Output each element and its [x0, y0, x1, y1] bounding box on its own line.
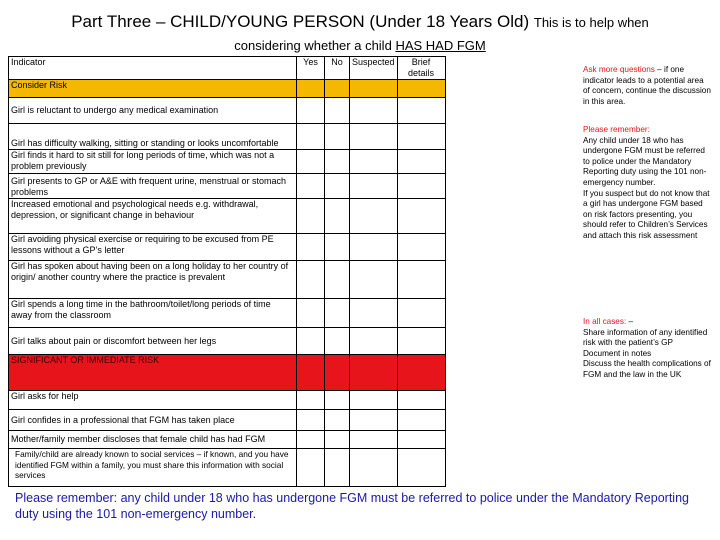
details-cell[interactable]	[397, 174, 445, 199]
details-cell[interactable]	[397, 431, 445, 449]
page-title-main: Part Three – CHILD/YOUNG PERSON (Under 18 Years Old)	[71, 12, 530, 31]
suspected-cell[interactable]	[350, 124, 398, 150]
table-row	[9, 98, 446, 124]
no-cell[interactable]	[325, 98, 350, 124]
indicator-cell: Girl has spoken about having been on a long holiday to her country of origin/ another country where the practice is prevalent	[9, 261, 297, 299]
no-cell[interactable]	[325, 410, 350, 431]
details-cell[interactable]	[397, 98, 445, 124]
suspected-cell[interactable]	[350, 174, 398, 199]
yes-cell[interactable]	[297, 234, 325, 261]
significant-risk-label: SIGNIFICANT OR IMMEDIATE RISK	[9, 355, 297, 391]
table-row	[9, 199, 446, 234]
in-all-cases-line: Document in notes	[583, 348, 652, 358]
indicator-header: Indicator	[9, 57, 297, 80]
details-cell[interactable]	[397, 150, 445, 174]
suspected-cell[interactable]	[350, 234, 398, 261]
page-subtitle	[0, 38, 720, 53]
in-all-cases-line: Discuss the health complications of FGM and the law in the UK	[583, 359, 711, 379]
ask-more-questions-heading: Ask more questions	[583, 65, 655, 74]
indicator-cell: Girl is reluctant to undergo any medical examination	[9, 98, 297, 124]
suspected-header: Suspected	[350, 57, 398, 80]
please-remember-heading: Please remember:	[583, 125, 650, 134]
no-cell[interactable]	[325, 261, 350, 299]
in-all-cases-heading: In all cases:	[583, 317, 627, 326]
yes-cell[interactable]	[297, 150, 325, 174]
suspected-cell[interactable]	[350, 261, 398, 299]
yes-cell[interactable]	[297, 124, 325, 150]
no-cell[interactable]	[325, 391, 350, 410]
bottom-reminder: Please remember: any child under 18 who has undergone FGM must be referred to police under the Mandatory Reporting duty using the 101 non-emergency number.	[15, 491, 689, 521]
details-cell[interactable]	[397, 124, 445, 150]
no-cell[interactable]	[325, 234, 350, 261]
please-remember-line: If you suspect but do not know that a girl has undergone FGM based on risk factors presenting, you should refer to Children’s Services and attach this risk assessment	[583, 188, 710, 240]
no-cell[interactable]	[325, 299, 350, 328]
consider-risk-band	[9, 80, 446, 98]
indicator-cell: Increased emotional and psychological needs e.g. withdrawal, depression, or significant change in behaviour	[9, 199, 297, 234]
indicator-cell: Girl avoiding physical exercise or requiring to be excused from PE lessons without a GP’s letter	[9, 234, 297, 261]
suspected-cell[interactable]	[350, 328, 398, 355]
indicator-cell: Girl has difficulty walking, sitting or standing or looks uncomfortable	[9, 124, 297, 150]
indicator-cell: Girl presents to GP or A&E with frequent urine, menstrual or stomach problems	[9, 174, 297, 199]
suspected-cell[interactable]	[350, 410, 398, 431]
no-header: No	[325, 57, 350, 80]
no-cell[interactable]	[325, 431, 350, 449]
yes-cell[interactable]	[297, 328, 325, 355]
significant-risk-band	[9, 355, 446, 391]
suspected-cell[interactable]	[350, 98, 398, 124]
no-cell[interactable]	[325, 328, 350, 355]
details-cell[interactable]	[397, 410, 445, 431]
consider-risk-label: Consider Risk	[9, 80, 297, 98]
suspected-cell[interactable]	[350, 199, 398, 234]
please-remember-line: Any child under 18 who has undergone FGM must be referred to police under the Mandatory Reporting duty using the 101 non-emergency number.	[583, 135, 707, 187]
no-cell[interactable]	[325, 449, 350, 487]
indicator-cell: Family/child are already known to social services – if known, and you have identified FGM within a family, you must share this information with social services	[9, 449, 297, 487]
yes-cell[interactable]	[297, 199, 325, 234]
details-cell[interactable]	[397, 391, 445, 410]
in-all-cases-line: Share information of any identified risk with the patient’s GP	[583, 327, 708, 348]
details-cell[interactable]	[397, 449, 445, 487]
table-row	[9, 261, 446, 299]
yes-cell[interactable]	[297, 449, 325, 487]
no-cell[interactable]	[325, 150, 350, 174]
page-subtitle-prefix: considering whether a child	[234, 38, 392, 53]
table-row	[9, 391, 446, 410]
table-row	[9, 328, 446, 355]
table-row	[9, 174, 446, 199]
details-cell[interactable]	[397, 299, 445, 328]
yes-header: Yes	[297, 57, 325, 80]
yes-cell[interactable]	[297, 431, 325, 449]
table-row	[9, 234, 446, 261]
indicator-cell: Girl confides in a professional that FGM has taken place	[9, 410, 297, 431]
in-all-cases-dash: –	[626, 317, 634, 326]
indicator-cell: Girl spends a long time in the bathroom/toilet/long periods of time away from the classroom	[9, 299, 297, 328]
no-cell[interactable]	[325, 174, 350, 199]
table-row	[9, 410, 446, 431]
yes-cell[interactable]	[297, 391, 325, 410]
table-row	[9, 124, 446, 150]
page-title-suffix: This is to help when	[533, 15, 649, 30]
suspected-cell[interactable]	[350, 150, 398, 174]
suspected-cell[interactable]	[350, 391, 398, 410]
details-cell[interactable]	[397, 261, 445, 299]
ask-more-questions-text: – if one indicator leads to a potential area of concern, continue the discussion in this area.	[583, 65, 711, 106]
details-cell[interactable]	[397, 234, 445, 261]
in-all-cases-note	[583, 317, 711, 381]
yes-cell[interactable]	[297, 299, 325, 328]
indicator-cell: Mother/family member discloses that female child has had FGM	[9, 431, 297, 449]
table-row	[9, 431, 446, 449]
indicator-cell: Girl talks about pain or discomfort between her legs	[9, 328, 297, 355]
details-cell[interactable]	[397, 328, 445, 355]
no-cell[interactable]	[325, 199, 350, 234]
indicator-table	[8, 56, 446, 487]
suspected-cell[interactable]	[350, 299, 398, 328]
ask-more-questions-note	[583, 65, 711, 107]
page-title	[0, 12, 720, 32]
page-subtitle-emphasis: HAS HAD FGM	[395, 38, 486, 53]
table-row	[9, 299, 446, 328]
details-cell[interactable]	[397, 199, 445, 234]
table-row	[9, 449, 446, 487]
table-row	[9, 150, 446, 174]
no-cell[interactable]	[325, 124, 350, 150]
yes-cell[interactable]	[297, 410, 325, 431]
brief-details-header: Brief details	[397, 57, 445, 80]
suspected-cell[interactable]	[350, 449, 398, 487]
indicator-cell: Girl asks for help	[9, 391, 297, 410]
suspected-cell[interactable]	[350, 431, 398, 449]
yes-cell[interactable]	[297, 174, 325, 199]
indicator-cell: Girl finds it hard to sit still for long periods of time, which was not a problem previously	[9, 150, 297, 174]
yes-cell[interactable]	[297, 261, 325, 299]
table-header-row	[9, 57, 446, 80]
please-remember-note	[583, 125, 711, 242]
yes-cell[interactable]	[297, 98, 325, 124]
